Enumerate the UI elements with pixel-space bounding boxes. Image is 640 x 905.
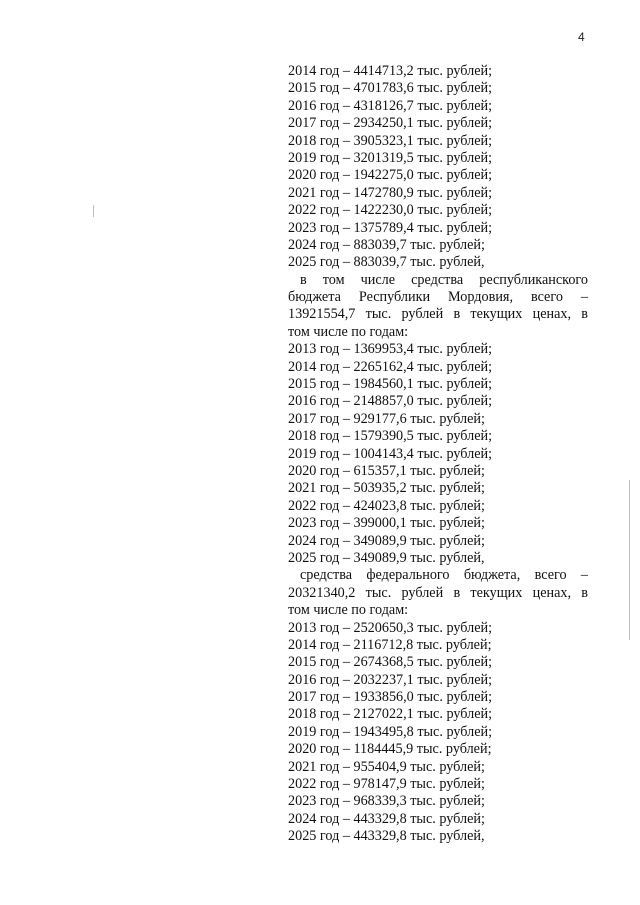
paragraph-line: 20321340,2 тыс. рублей в текущих ценах, в [288,584,588,601]
paragraph-republic-budget [288,272,588,342]
list-item: 2023 год – 399000,1 тыс. рублей; [288,515,485,532]
list-item: 2016 год – 2032237,1 тыс. рублей; [288,671,493,688]
paragraph-line: в том числе средства республиканского [300,271,588,288]
list-item: 2020 год – 1184445,9 тыс. рублей; [288,741,492,758]
list-item: 2019 год – 1004143,4 тыс. рублей; [288,445,493,462]
list-item: 2024 год – 883039,7 тыс. рублей; [288,236,485,253]
list-item: 2015 год – 1984560,1 тыс. рублей; [288,376,493,393]
list-item: 2025 год – 443329,8 тыс. рублей, [288,828,485,845]
list-item: 2018 год – 1579390,5 тыс. рублей; [288,428,493,445]
funding-list-federal [288,620,588,846]
page-number: 4 [578,30,585,44]
paragraph-federal-budget [288,567,588,619]
list-item: 2022 год – 1422230,0 тыс. рублей; [288,202,493,219]
list-item: 2016 год – 4318126,7 тыс. рублей; [288,97,493,114]
list-item: 2019 год – 3201319,5 тыс. рублей; [288,149,493,166]
list-item: 2017 год – 2934250,1 тыс. рублей; [288,115,493,132]
paragraph-line: 13921554,7 тыс. рублей в текущих ценах, в [288,306,588,323]
list-item: 2023 год – 968339,3 тыс. рублей; [288,793,485,810]
paragraph-line: бюджета Республики Мордовия, всего – [288,289,588,306]
list-item: 2013 год – 1369953,4 тыс. рублей; [288,341,493,358]
list-item: 2021 год – 955404,9 тыс. рублей; [288,758,485,775]
funding-list-republic [288,341,588,567]
list-item: 2024 год – 443329,8 тыс. рублей; [288,810,485,827]
list-item: 2022 год – 978147,9 тыс. рублей; [288,776,485,793]
list-item: 2015 год – 2674368,5 тыс. рублей; [288,654,493,671]
list-item: 2023 год – 1375789,4 тыс. рублей; [288,219,493,236]
list-item: 2018 год – 2127022,1 тыс. рублей; [288,706,493,723]
list-item: 2020 год – 615357,1 тыс. рублей; [288,462,485,479]
list-item: 2016 год – 2148857,0 тыс. рублей; [288,393,493,410]
scan-artifact-right [629,480,630,640]
list-item: 2021 год – 1472780,9 тыс. рублей; [288,184,493,201]
list-item: 2024 год – 349089,9 тыс. рублей; [288,532,485,549]
list-item: 2025 год – 883039,7 тыс. рублей, [288,254,485,271]
list-item: 2021 год – 503935,2 тыс. рублей; [288,480,485,497]
list-item: 2014 год – 2116712,8 тыс. рублей; [288,636,492,653]
paragraph-line: том числе по годам: [288,323,409,340]
list-item: 2013 год – 2520650,3 тыс. рублей; [288,619,493,636]
list-item: 2022 год – 424023,8 тыс. рублей; [288,497,485,514]
paragraph-line: том числе по годам: [288,602,409,619]
paragraph-line: средства федерального бюджета, всего – [300,567,588,584]
list-item: 2017 год – 929177,6 тыс. рублей; [288,410,485,427]
list-item: 2020 год – 1942275,0 тыс. рублей; [288,167,493,184]
list-item: 2025 год – 349089,9 тыс. рублей, [288,549,485,566]
list-item: 2014 год – 2265162,4 тыс. рублей; [288,358,493,375]
list-item: 2017 год – 1933856,0 тыс. рублей; [288,689,493,706]
list-item: 2015 год – 4701783,6 тыс. рублей; [288,80,493,97]
list-item: 2018 год – 3905323,1 тыс. рублей; [288,132,493,149]
list-item: 2019 год – 1943495,8 тыс. рублей; [288,723,493,740]
list-item: 2014 год – 4414713,2 тыс. рублей; [288,63,493,79]
funding-list-total [288,63,588,272]
scan-artifact-left [93,205,94,217]
funding-text [288,63,588,846]
